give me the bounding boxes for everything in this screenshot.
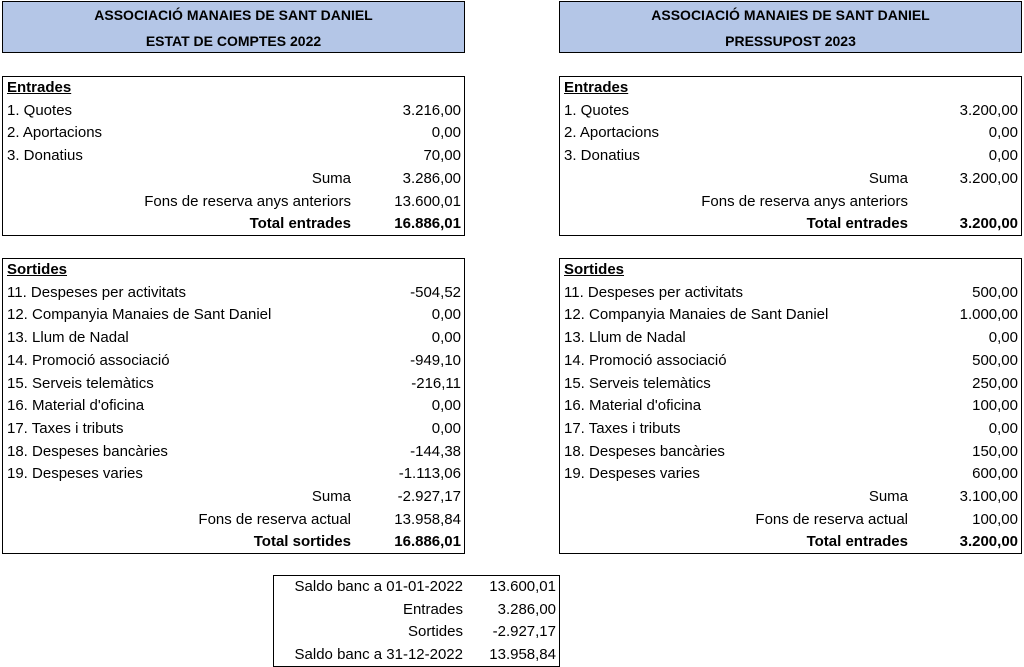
row-label: 14. Promoció associació — [564, 351, 727, 369]
table-row — [560, 441, 1021, 464]
row-value: -504,52 — [410, 283, 461, 301]
suma-value: -2.927,17 — [397, 488, 461, 505]
row-value: 0,00 — [431, 397, 461, 415]
fons-row — [3, 191, 464, 214]
row-value: 0,00 — [988, 124, 1018, 142]
total-row — [3, 531, 464, 554]
right-entrades-heading: Entrades — [564, 79, 629, 96]
table-row — [3, 304, 464, 327]
right-title-line1: ASSOCIACIÓ MANAIES DE SANT DANIEL — [651, 7, 930, 23]
total-value: 16.886,01 — [394, 533, 461, 551]
row-value: -144,38 — [410, 442, 461, 460]
table-row — [560, 373, 1021, 396]
suma-row — [560, 168, 1021, 191]
fons-label: Fons de reserva actual — [198, 510, 351, 528]
saldo-value: 13.958,84 — [489, 646, 556, 664]
table-row — [3, 122, 464, 145]
saldo-table — [273, 575, 560, 667]
row-label: 3. Donatius — [7, 147, 83, 165]
table-row — [274, 621, 559, 644]
row-value: 250,00 — [972, 374, 1018, 392]
table-row — [560, 282, 1021, 305]
table-row — [3, 282, 464, 305]
row-label: 17. Taxes i tributs — [564, 419, 681, 437]
total-row — [3, 213, 464, 236]
row-value: -216,11 — [411, 374, 461, 392]
left-title-line2: ESTAT DE COMPTES 2022 — [145, 33, 322, 49]
saldo-label: Saldo banc a 31-12-2022 — [294, 646, 463, 664]
row-value: 0,00 — [431, 124, 461, 142]
row-label: 19. Despeses varies — [7, 465, 143, 483]
table-row — [3, 441, 464, 464]
row-label: 15. Serveis telemàtics — [7, 374, 154, 392]
fons-label: Fons de reserva anys anteriors — [144, 192, 351, 210]
total-row — [560, 531, 1021, 554]
row-label: 12. Companyia Manaies de Sant Daniel — [7, 306, 272, 324]
table-row — [560, 463, 1021, 486]
row-label: 1. Quotes — [7, 101, 73, 119]
row-value: 600,00 — [972, 465, 1018, 483]
fons-row — [560, 509, 1021, 532]
table-row — [3, 350, 464, 373]
suma-value: 3.286,00 — [402, 169, 461, 187]
total-label: Total entrades — [249, 215, 351, 233]
right-sortides-table — [559, 258, 1022, 554]
table-row — [3, 395, 464, 418]
row-value: 100,00 — [972, 397, 1018, 415]
row-value: -1.113,06 — [398, 465, 461, 483]
row-value: 150,00 — [972, 442, 1018, 460]
total-label: Total entrades — [806, 533, 908, 551]
table-row — [3, 145, 464, 168]
row-label: 16. Material d'oficina — [564, 397, 702, 415]
row-label: 15. Serveis telemàtics — [564, 374, 711, 392]
table-row — [3, 373, 464, 396]
table-row — [560, 122, 1021, 145]
suma-row — [3, 168, 464, 191]
row-label: 14. Promoció associació — [7, 351, 170, 369]
row-value: 70,00 — [423, 147, 461, 165]
saldo-label: Saldo banc a 01-01-2022 — [294, 578, 463, 595]
right-header — [559, 1, 1022, 53]
saldo-value: 3.286,00 — [497, 600, 556, 618]
left-title-line1: ASSOCIACIÓ MANAIES DE SANT DANIEL — [94, 7, 373, 23]
suma-value: 3.100,00 — [959, 488, 1018, 505]
table-row — [274, 644, 559, 667]
table-row — [560, 327, 1021, 350]
left-sortides-heading: Sortides — [7, 261, 68, 278]
total-label: Total sortides — [253, 533, 351, 551]
right-title-line2: PRESSUPOST 2023 — [725, 33, 856, 49]
row-value: 0,00 — [431, 306, 461, 324]
row-label: 1. Quotes — [564, 101, 630, 119]
fons-value: 100,00 — [972, 510, 1018, 528]
total-label: Total entrades — [806, 215, 908, 233]
row-value: 0,00 — [431, 419, 461, 437]
table-row — [3, 100, 464, 123]
total-row — [560, 213, 1021, 236]
total-value: 16.886,01 — [394, 215, 461, 233]
saldo-label: Entrades — [402, 600, 463, 618]
fons-value: 13.958,84 — [394, 510, 461, 528]
total-value: 3.200,00 — [959, 215, 1018, 233]
total-value: 3.200,00 — [959, 533, 1018, 551]
saldo-value: 13.600,01 — [489, 578, 556, 595]
row-label: 11. Despeses per activitats — [564, 283, 743, 301]
suma-value: 3.200,00 — [959, 169, 1018, 187]
table-row — [3, 418, 464, 441]
row-value: 500,00 — [972, 283, 1018, 301]
fons-label: Fons de reserva actual — [755, 510, 908, 528]
saldo-label: Sortides — [407, 623, 463, 641]
row-label: 13. Llum de Nadal — [7, 329, 129, 347]
table-row — [560, 418, 1021, 441]
right-sortides-heading: Sortides — [564, 261, 625, 278]
row-label: 16. Material d'oficina — [7, 397, 145, 415]
row-label: 12. Companyia Manaies de Sant Daniel — [564, 306, 829, 324]
row-label: 2. Aportacions — [564, 124, 660, 142]
row-label: 11. Despeses per activitats — [7, 283, 186, 301]
suma-row — [560, 486, 1021, 509]
suma-label: Suma — [311, 488, 351, 505]
fons-row — [560, 191, 1021, 214]
table-row — [274, 599, 559, 622]
suma-label: Suma — [868, 169, 908, 187]
table-row — [274, 576, 559, 599]
suma-row — [3, 486, 464, 509]
table-row — [560, 395, 1021, 418]
left-sortides-table — [2, 258, 465, 554]
row-label: 3. Donatius — [564, 147, 640, 165]
table-row — [3, 327, 464, 350]
row-value: 3.216,00 — [402, 101, 461, 119]
row-value: 0,00 — [988, 147, 1018, 165]
table-row — [560, 350, 1021, 373]
fons-value: 13.600,01 — [394, 192, 461, 210]
row-value: 0,00 — [431, 329, 461, 347]
row-value: 3.200,00 — [959, 101, 1018, 119]
row-label: 18. Despeses bancàries — [564, 442, 725, 460]
suma-label: Suma — [311, 169, 351, 187]
row-value: 0,00 — [988, 329, 1018, 347]
right-entrades-table — [559, 76, 1022, 236]
fons-label: Fons de reserva anys anteriors — [701, 192, 908, 210]
saldo-value: -2.927,17 — [492, 623, 556, 641]
fons-row — [3, 509, 464, 532]
suma-label: Suma — [868, 488, 908, 505]
row-value: 0,00 — [988, 419, 1018, 437]
left-header — [2, 1, 465, 53]
left-entrades-heading: Entrades — [7, 79, 72, 96]
row-value: 1.000,00 — [959, 306, 1018, 324]
table-row — [560, 100, 1021, 123]
left-entrades-table — [2, 76, 465, 236]
table-row — [560, 145, 1021, 168]
row-value: -949,10 — [410, 351, 461, 369]
row-label: 13. Llum de Nadal — [564, 329, 686, 347]
row-label: 18. Despeses bancàries — [7, 442, 168, 460]
row-label: 2. Aportacions — [7, 124, 103, 142]
row-label: 17. Taxes i tributs — [7, 419, 124, 437]
row-label: 19. Despeses varies — [564, 465, 700, 483]
row-value: 500,00 — [972, 351, 1018, 369]
table-row — [560, 304, 1021, 327]
table-row — [3, 463, 464, 486]
